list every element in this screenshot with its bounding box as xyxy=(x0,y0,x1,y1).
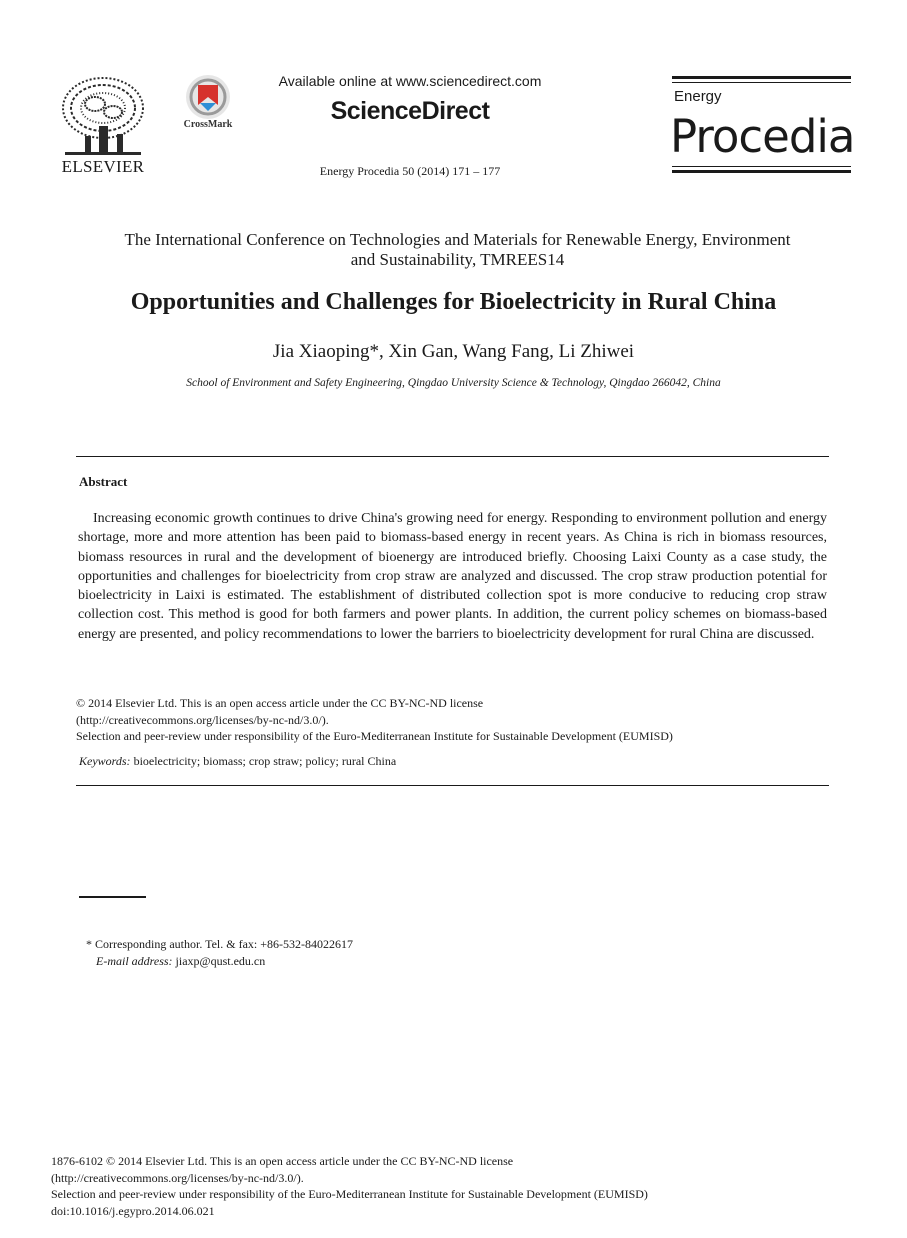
license-link[interactable]: (http://creativecommons.org/licenses/by-nc-nd/3.0/). xyxy=(76,712,329,727)
footer-peer-review: Selection and peer-review under responsibility of the Euro-Mediterranean Institute for Sustainable Development (EUMISD) xyxy=(51,1187,648,1202)
procedia-bottom-rule-thin xyxy=(672,166,851,167)
page-footer xyxy=(51,1153,851,1219)
author-affiliation: School of Environment and Safety Engineering, Qingdao University Science & Technology, Qingdao 266042, China xyxy=(186,377,721,389)
journal-citation: Energy Procedia 50 (2014) 171 – 177 xyxy=(319,164,501,178)
footer-doi[interactable]: doi:10.1016/j.egypro.2014.06.021 xyxy=(51,1203,215,1218)
abstract-heading: Abstract xyxy=(79,474,128,489)
procedia-top-rule-thick xyxy=(672,76,851,79)
journal-name-main: Procedia xyxy=(670,110,855,163)
author-list: Jia Xiaoping*, Xin Gan, Wang Fang, Li Zhiwei xyxy=(272,341,635,362)
conference-line-2: and Sustainability, TMREES14 xyxy=(350,250,565,269)
email-line xyxy=(86,953,353,970)
email-label: E-mail address: xyxy=(96,954,173,968)
footer-license-link[interactable]: (http://creativecommons.org/licenses/by-nc-nd/3.0/). xyxy=(51,1170,304,1185)
abstract-bottom-divider xyxy=(76,785,829,786)
email-address[interactable]: jiaxp@qust.edu.cn xyxy=(172,954,266,968)
crossmark-label: CrossMark xyxy=(183,119,233,130)
procedia-top-rule-thin xyxy=(672,82,851,83)
sciencedirect-wordmark: ScienceDirect xyxy=(330,97,490,125)
footnote xyxy=(86,936,353,970)
footer-issn-license: 1876-6102 © 2014 Elsevier Ltd. This is an open access article under the CC BY-NC-ND license xyxy=(51,1154,514,1168)
corresponding-author: * Corresponding author. Tel. & fax: +86-532-84022617 xyxy=(86,937,354,951)
publisher-name: ELSEVIER xyxy=(61,157,145,176)
conference-line-1: The International Conference on Technologies and Materials for Renewable Energy, Environment xyxy=(124,230,791,249)
abstract-top-divider xyxy=(76,456,829,457)
journal-name-top: Energy xyxy=(674,88,722,105)
abstract-text: Increasing economic growth continues to drive China's growing need for energy. Responding to environment pollution and energy shortage, more and more attention has been paid to biomass-based energy in recent years. As China is rich in biomass resources, biomass resources in rural and the development of bioenergy are introduced briefly. Choosing Laixi County as a case study, the opportunities and challenges for bioelectricity from crop straw are analyzed and discussed. The crop straw production potential for bioelectricity in Laixi is estimated. The establishment of distributed collection spot is more conducive to reducing crop straw collection cost. This method is good for both farmers and power plants. In addition, the current policy schemes on biomass-based energy are presented, and policy recommendations to lower the barriers to bioelectricity development for rural China are discussed. xyxy=(78,511,827,642)
procedia-bottom-rule-thick xyxy=(672,170,851,173)
keywords-label: Keywords: xyxy=(79,754,131,768)
license-line-1: © 2014 Elsevier Ltd. This is an open access article under the CC BY-NC-ND license xyxy=(76,696,484,710)
article-title: Opportunities and Challenges for Bioelectricity in Rural China xyxy=(130,289,777,315)
license-block xyxy=(76,695,829,745)
footnote-divider xyxy=(79,896,146,898)
keywords-list: bioelectricity; biomass; crop straw; policy; rural China xyxy=(130,754,397,768)
keywords xyxy=(79,754,396,769)
available-online-text: Available online at www.sciencedirect.com xyxy=(278,73,542,89)
conference-name xyxy=(70,230,845,270)
license-line-3: Selection and peer-review under responsibility of the Euro-Mediterranean Institute for Sustainable Development (EUMISD) xyxy=(76,729,673,743)
